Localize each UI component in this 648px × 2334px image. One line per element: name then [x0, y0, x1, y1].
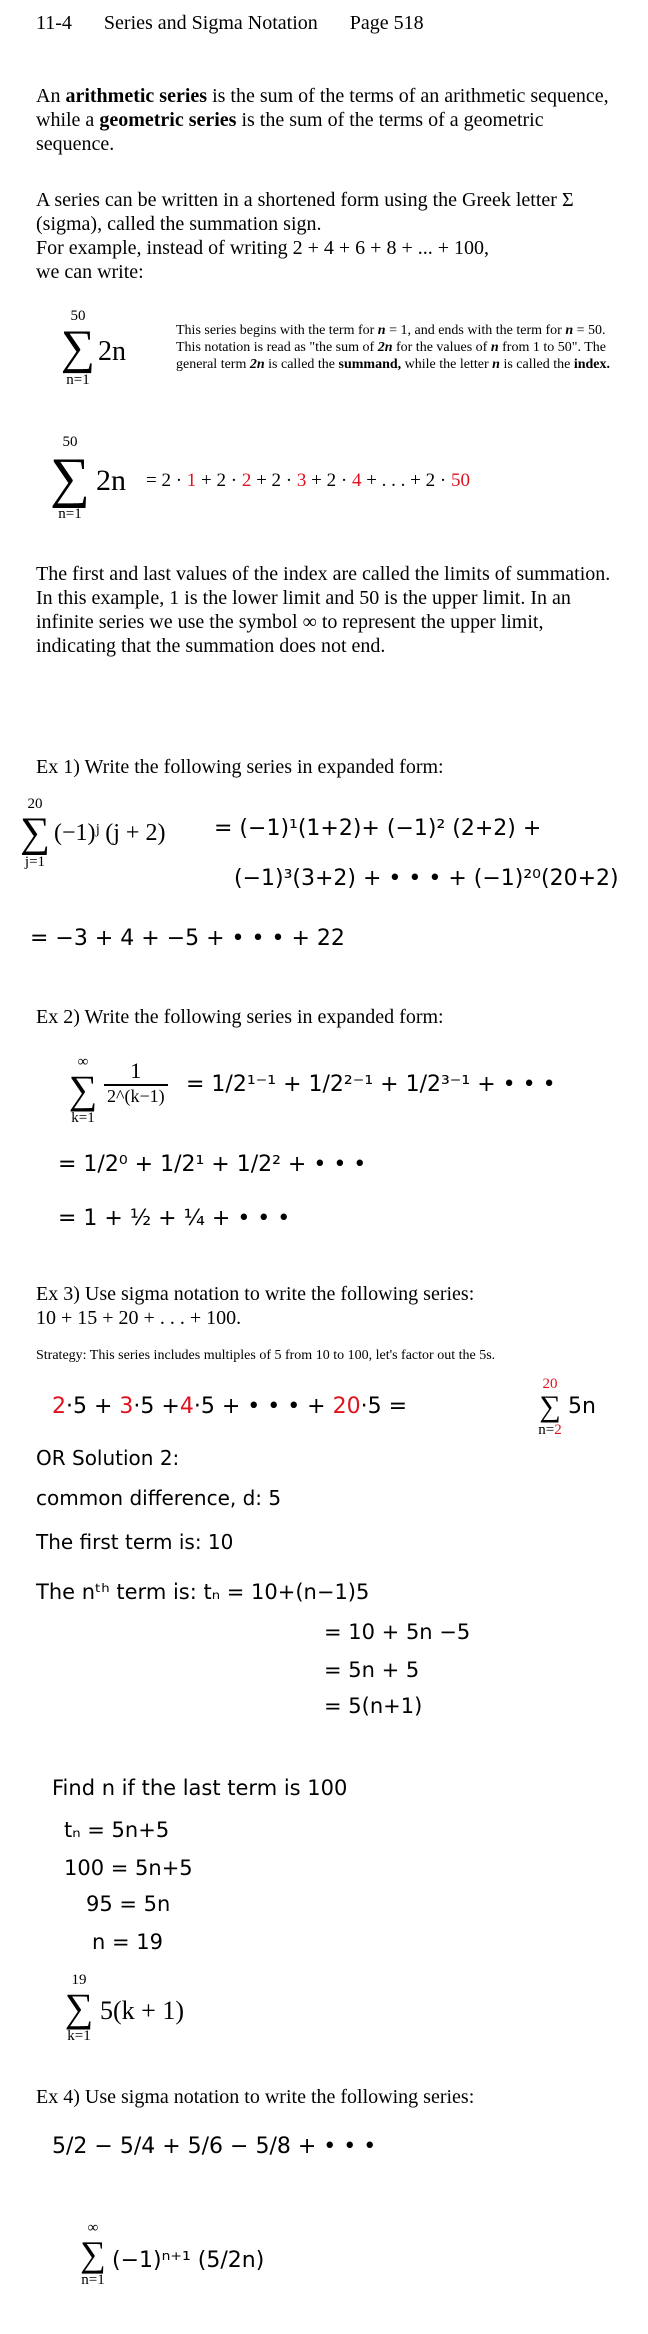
ex3-solution2: OR Solution 2:: [36, 1446, 180, 1470]
ex2-summand: $\frac{1}{2\^{}(k-1)}$: [104, 1058, 168, 1107]
ex3-simplify-2: = 5n + 5: [324, 1658, 420, 1682]
sigma-lower-limit: n=1: [58, 506, 82, 522]
ex3-find-step2: 100 = 5n+5: [64, 1856, 193, 1880]
ex1-work-line1: = (−1)¹(1+2)+ (−1)² (2+2) +: [214, 816, 542, 841]
page-number: Page 518: [349, 12, 424, 34]
arithmetic-series-term: arithmetic series: [65, 85, 208, 107]
ex4-answer-summand: (−1)ⁿ⁺¹ (5/2n): [112, 2248, 265, 2273]
intro-paragraph: An arithmetic series is the sum of the terms of an arithmetic sequence, while a geometric series is the sum of the terms of a geometric sequence.: [36, 85, 609, 155]
ex4-answer-sigma: ∞ ∑ n=1: [76, 2220, 110, 2288]
expansion-sigma: [46, 434, 94, 522]
ex3-simplify-3: = 5(n+1): [324, 1694, 423, 1718]
sigma-upper-limit: 50: [70, 308, 86, 324]
ex3-simplify-1: = 10 + 5n −5: [324, 1620, 471, 1644]
sigma-icon: ∑: [20, 810, 50, 856]
ex3-prompt: Ex 3) Use sigma notation to write the following series: 10 + 15 + 20 + . . . + 100.: [36, 1283, 475, 1329]
ex3-answer-summand: 5(k + 1): [100, 1996, 184, 2025]
ex1-summand: (−1)ʲ (j + 2): [54, 820, 166, 846]
expansion-summand: 2n: [96, 464, 126, 497]
ex2-work-line1: = 1/2¹⁻¹ + 1/2²⁻¹ + 1/2³⁻¹ + • • •: [186, 1072, 556, 1097]
sigma-icon: ∑: [64, 1985, 94, 2030]
ex2-sigma: ∞ ∑ k=1: [66, 1054, 100, 1126]
sigma-intro-paragraph: A series can be written in a shortened form using the Greek letter Σ (sigma), called the summation sign. For example, instead of writing 2 + 4 + 6 + 8 + ... + 100, we can write:: [36, 189, 574, 283]
sigma-icon: ∑: [50, 447, 90, 509]
ex3-find-n: Find n if the last term is 100: [52, 1776, 348, 1800]
ex3-first-term: The first term is: 10: [36, 1530, 234, 1554]
ex3-find-step3: 95 = 5n: [86, 1892, 171, 1916]
ex1-prompt: Ex 1) Write the following series in expanded form:: [36, 756, 444, 778]
ex3-common-difference: common difference, d: 5: [36, 1486, 282, 1510]
ex3-factored-summand: 5n: [568, 1394, 596, 1419]
ex2-work-line2: = 1/2⁰ + 1/2¹ + 1/2² + • • •: [58, 1152, 367, 1177]
expansion-terms: = 2 · 1 + 2 · 2 + 2 · 3 + 2 · 4 + . . . + 2 · 50: [146, 470, 470, 491]
ex4-prompt: Ex 4) Use sigma notation to write the following series:: [36, 2086, 475, 2108]
ex3-answer-sigma: 19 ∑ k=1: [62, 1972, 96, 2044]
ex3-factored-sigma: 20 ∑ n=2: [532, 1376, 568, 1438]
ex3-factored-line: 2·5 + 3·5 +4·5 + • • • + 20·5 =: [52, 1394, 408, 1419]
example-summand: 2n: [98, 336, 126, 367]
sigma-lower-limit: n=1: [66, 372, 90, 388]
ex2-prompt: Ex 2) Write the following series in expanded form:: [36, 1006, 444, 1028]
ex2-work-line3: = 1 + ½ + ¼ + • • •: [58, 1206, 291, 1231]
sigma-icon: ∑: [60, 321, 96, 374]
geometric-series-term: geometric series: [99, 109, 237, 131]
limits-paragraph: The first and last values of the index are called the limits of summation. In this example, 1 is the lower limit and 50 is the upper limit. In an infinite series we use the symbol ∞ to represent the upper limit, indicating that the summation does not end.: [36, 563, 611, 657]
sigma-icon: ∑: [539, 1390, 561, 1423]
ex3-find-step1: tₙ = 5n+5: [64, 1818, 170, 1842]
page-header: [36, 12, 424, 35]
ex1-work-line3: = −3 + 4 + −5 + • • • + 22: [30, 926, 345, 951]
ex1-sigma: 20 ∑ j=1: [18, 796, 52, 870]
ex3-find-step4: n = 19: [92, 1930, 163, 1954]
sigma-icon: ∑: [68, 1067, 98, 1112]
ex1-work-line2: (−1)³(3+2) + • • • + (−1)²⁰(20+2): [234, 866, 619, 891]
sigma-icon: ∑: [80, 2234, 106, 2274]
sigma-upper-limit: 50: [62, 434, 78, 450]
sigma-explanation: This series begins with the term for n = 1, and ends with the term for n = 50. This notation is read as "the sum of 2n for the values of n from 1 to 50". The general term 2n is called the summand, while the letter n is called the index.: [176, 323, 610, 372]
ex4-series: 5/2 − 5/4 + 5/6 − 5/8 + • • •: [52, 2134, 377, 2159]
section-number: 11-4: [36, 12, 72, 34]
example-sigma: [58, 308, 98, 388]
ex3-strategy: Strategy: This series includes multiples of 5 from 10 to 100, let's factor out the 5s.: [36, 1348, 496, 1363]
page-title: Series and Sigma Notation: [103, 12, 318, 34]
ex3-nth-term: The nᵗʰ term is: tₙ = 10+(n−1)5: [36, 1580, 370, 1604]
